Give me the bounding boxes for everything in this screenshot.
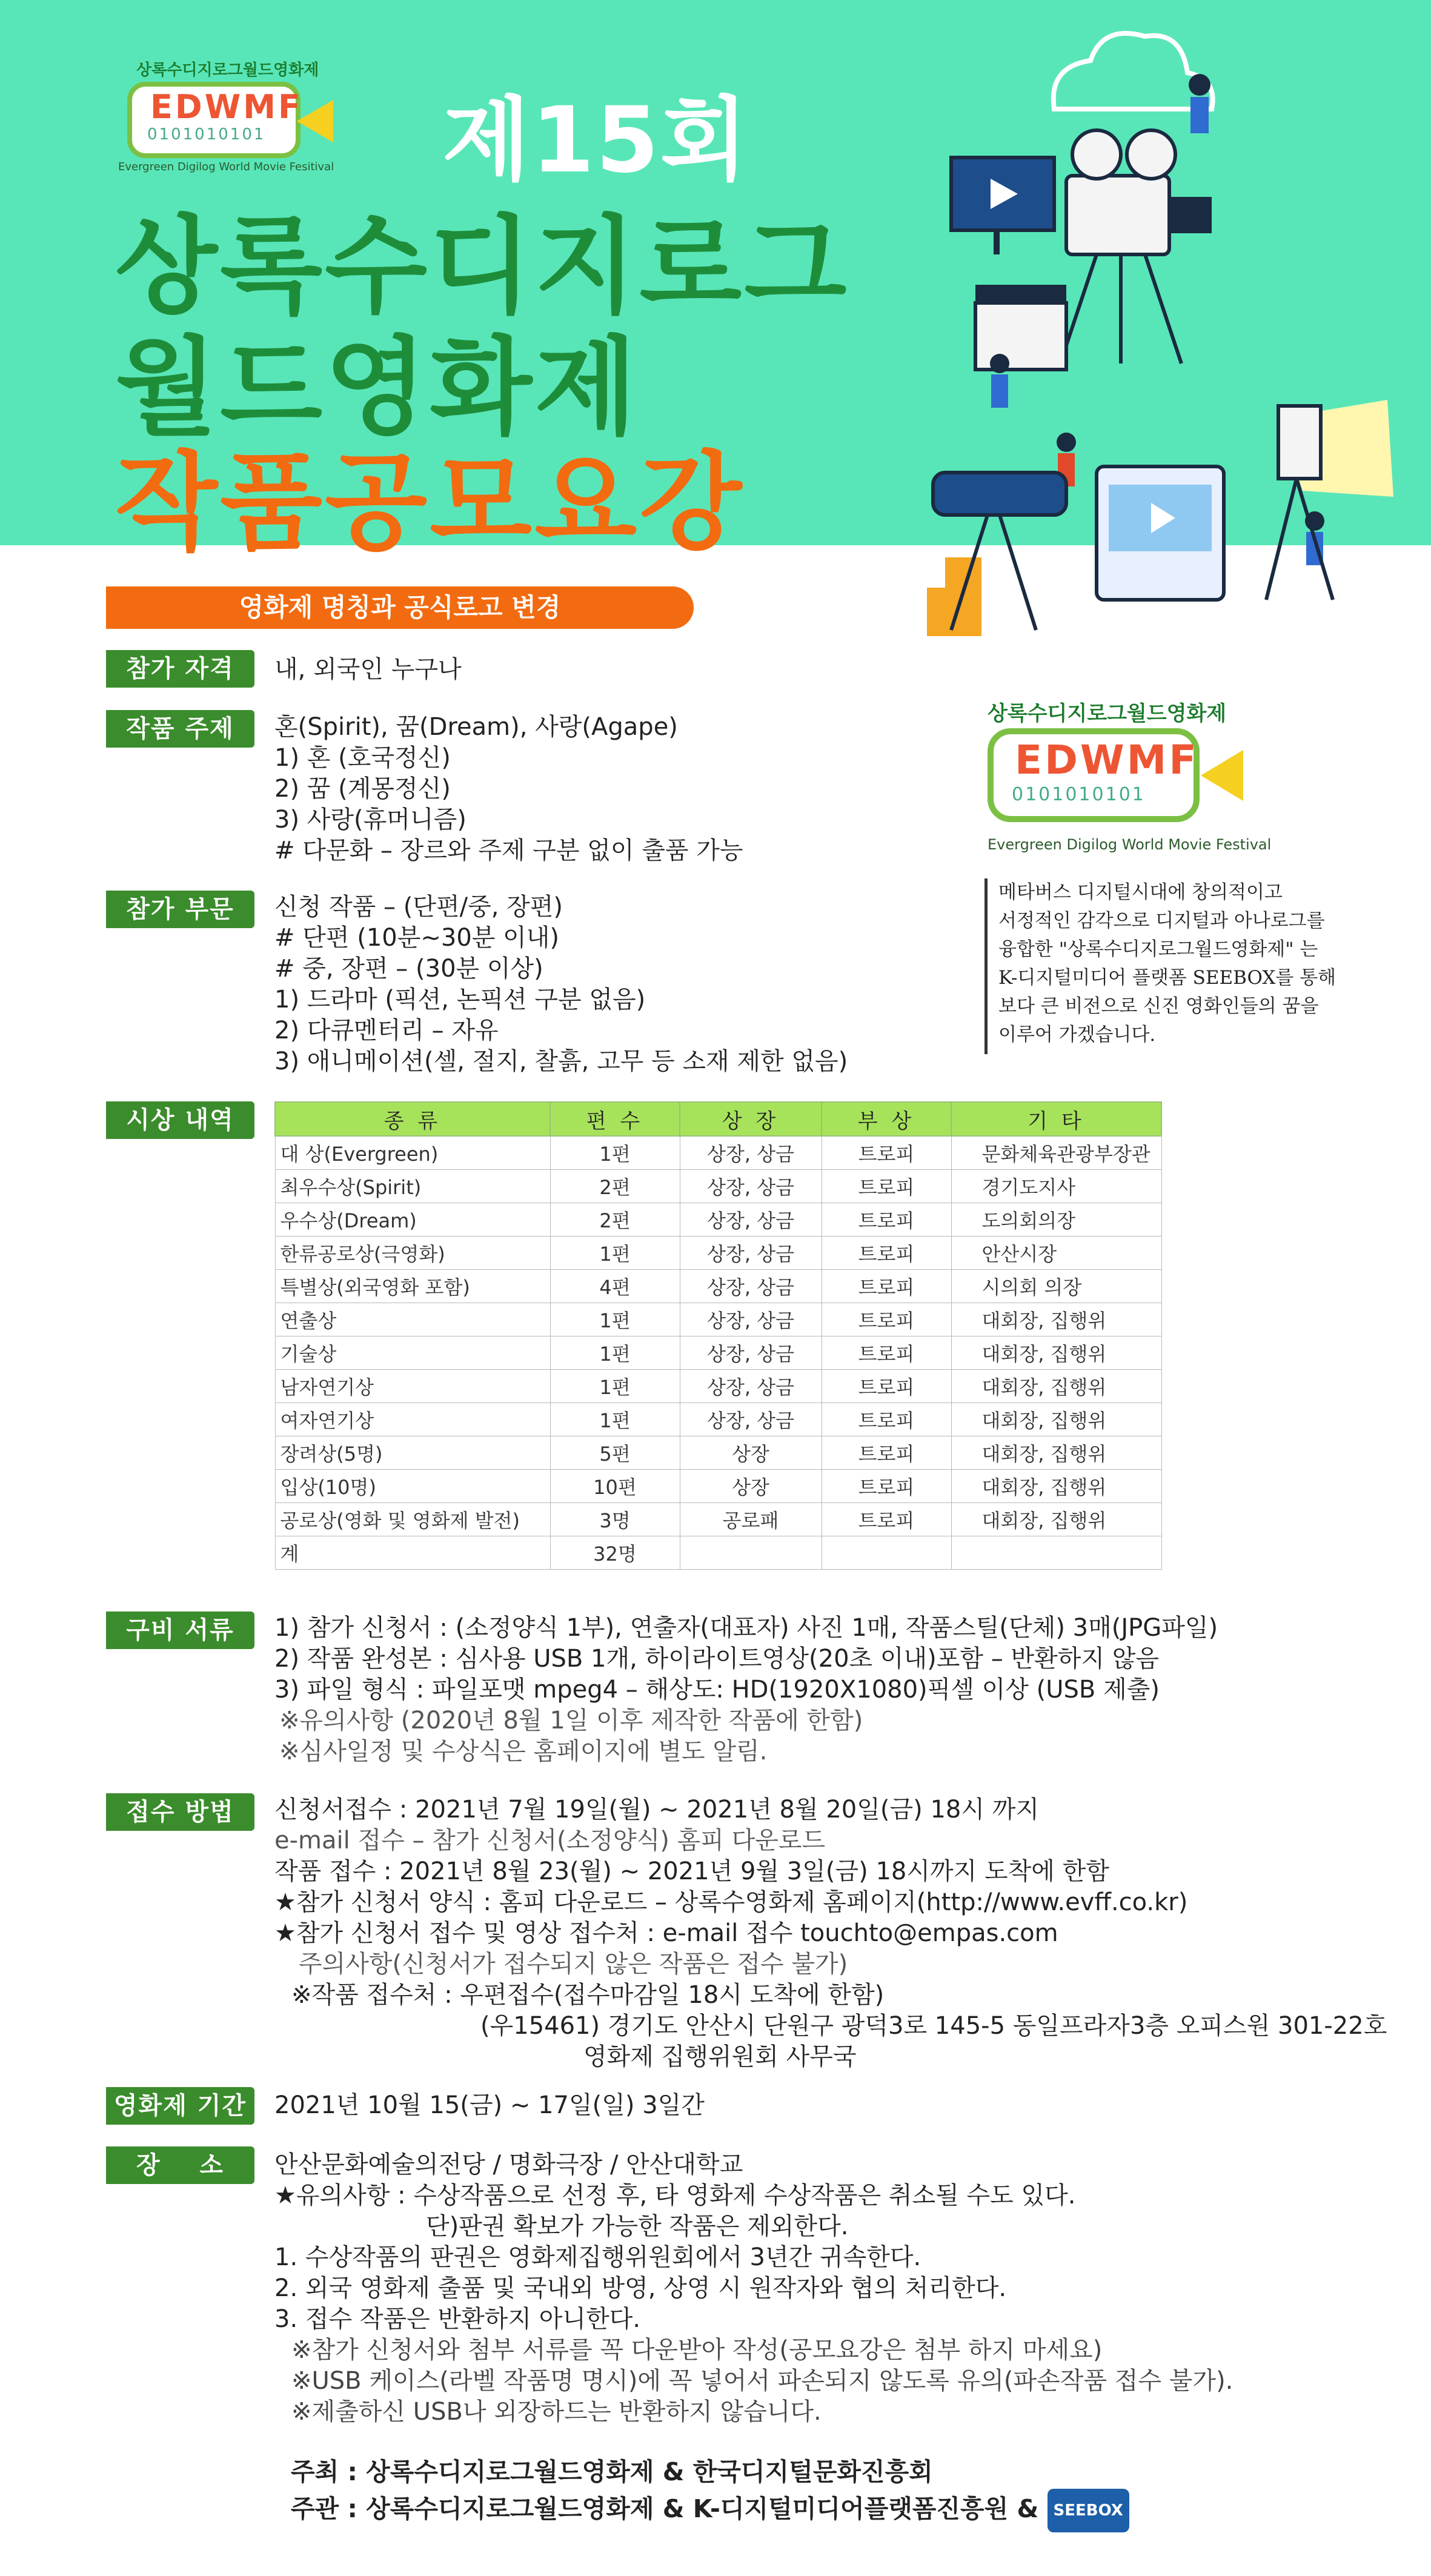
award-etc-cell: 도의회의장 [951, 1203, 1161, 1237]
award-prize-cell: 트로피 [822, 1336, 951, 1370]
award-count-cell: 1편 [550, 1136, 680, 1170]
table-row [275, 1503, 1161, 1536]
venue-line: 1. 수상작품의 판권은 영화제집행위원회에서 3년간 귀속한다. [274, 2243, 921, 2271]
main-title-line2: 월드영화제 [115, 327, 640, 450]
footer-host: 주최 : 상록수디지로그월드영화제 & 한국디지털문화진흥회 [291, 2457, 933, 2486]
venue-line: 단)판권 확보가 가능한 작품은 제외한다. [426, 2213, 849, 2240]
monitor-icon [951, 158, 1054, 254]
award-type-cell: 장려상(5명) [275, 1436, 550, 1470]
award-certificate-cell: 상장 [680, 1436, 822, 1470]
award-etc-cell [951, 1536, 1161, 1570]
award-type-cell: 최우수상(Spirit) [275, 1170, 550, 1203]
footer-organizer: 주관 : 상록수디지로그월드영화제 & K-디지털미디어플랫폼진흥원 & [291, 2494, 1039, 2523]
eligibility-text [274, 654, 462, 685]
venue-line: 2. 외국 영화제 출품 및 국내외 방영, 상영 시 원작자와 협의 처리한다. [274, 2274, 1007, 2302]
award-prize-cell: 트로피 [822, 1237, 951, 1270]
submission-line: 영화제 집행위원회 사무국 [583, 2043, 857, 2071]
award-certificate-cell: 상장, 상금 [680, 1237, 822, 1270]
spotlight-icon [1266, 400, 1393, 600]
main-title-line3: 작품공모요강 [115, 442, 745, 565]
award-prize-cell: 트로피 [822, 1203, 951, 1237]
documents-note: ※유의사항 (2020년 8월 1일 이후 제작한 작품에 한함) [279, 1707, 863, 1734]
theme-line: 2) 꿈 (계몽정신) [274, 775, 451, 803]
table-row [275, 1336, 1161, 1370]
award-etc-cell: 대회장, 집행위 [951, 1470, 1161, 1503]
label-documents: 구비 서류 [106, 1612, 254, 1649]
description-line: 서정적인 감각으로 디지털과 아나로그를 [998, 910, 1325, 932]
award-type-cell: 여자연기상 [275, 1403, 550, 1436]
award-type-cell: 한류공로상(극영화) [275, 1237, 550, 1270]
award-prize-cell: 트로피 [822, 1436, 951, 1470]
award-prize-cell: 트로피 [822, 1370, 951, 1403]
award-certificate-cell: 상장, 상금 [680, 1336, 822, 1370]
award-type-cell: 공로상(영화 및 영화제 발전) [275, 1503, 550, 1536]
award-type-cell: 계 [275, 1536, 550, 1570]
header-etc: 기 타 [951, 1102, 1161, 1136]
venue-line: ★유의사항 : 수상작품으로 선정 후, 타 영화제 수상작품은 취소될 수도 있다. [274, 2182, 1076, 2209]
award-count-cell: 10편 [550, 1470, 680, 1503]
venue-line: ※참가 신청서와 첨부 서류를 꼭 다운받아 작성(공모요강은 첨부 하지 마세요) [291, 2336, 1103, 2364]
award-etc-cell: 대회장, 집행위 [951, 1336, 1161, 1370]
submission-line: 주의사항(신청서가 접수되지 않은 작품은 접수 불가) [299, 1950, 848, 1978]
documents-line: 2) 작품 완성본 : 심사용 USB 1개, 하이라이트영상(20초 이내)포함 – 반환하지 않음 [274, 1645, 1160, 1673]
award-certificate-cell: 상장, 상금 [680, 1170, 822, 1203]
label-period: 영화제 기간 [106, 2087, 254, 2125]
award-certificate-cell: 상장, 상금 [680, 1136, 822, 1170]
award-count-cell: 4편 [550, 1270, 680, 1303]
header-type: 종 류 [275, 1102, 550, 1136]
venue-line: ※제출하신 USB나 외장하드는 반환하지 않습니다. [291, 2398, 822, 2426]
table-row [275, 1536, 1161, 1570]
submission-line: ★참가 신청서 양식 : 홈피 다운로드 – 상록수영화제 홈페이지(http://www.evff.co.kr) [274, 1888, 1188, 1916]
description-line: 이루어 가겠습니다. [998, 1024, 1156, 1046]
award-certificate-cell: 상장, 상금 [680, 1303, 822, 1336]
table-row [275, 1270, 1161, 1303]
award-etc-cell: 대회장, 집행위 [951, 1370, 1161, 1403]
award-count-cell: 1편 [550, 1336, 680, 1370]
camera-lens-icon [297, 100, 333, 142]
submission-line: 신청서접수 : 2021년 7월 19일(월) ~ 2021년 8월 20일(금) 18시 까지 [274, 1796, 1039, 1824]
documents-line: 1) 참가 신청서 : (소정양식 1부), 연출자(대표자) 사진 1매, 작품스틸(단체) 3매(JPG파일) [274, 1614, 1218, 1642]
table-row [275, 1303, 1161, 1336]
award-etc-cell: 대회장, 집행위 [951, 1403, 1161, 1436]
submission-line: (우15461) 경기도 안산시 단원구 광덕3로 145-5 동일프라자3층 오피스원 301-22호 [480, 2012, 1387, 2040]
venue-line: 3. 접수 작품은 반환하지 아니한다. [274, 2305, 641, 2333]
table-row [275, 1470, 1161, 1503]
header-certificate: 상 장 [680, 1102, 822, 1136]
award-prize-cell: 트로피 [822, 1136, 951, 1170]
award-type-cell: 남자연기상 [275, 1370, 550, 1403]
theme-line: 3) 사랑(휴머니즘) [274, 806, 466, 834]
documents-text [274, 1613, 1218, 1767]
description-line: 보다 큰 비전으로 신진 영화인들의 꿈을 [998, 995, 1319, 1017]
award-count-cell: 1편 [550, 1370, 680, 1403]
logo-mark-text: EDWMF [150, 88, 303, 126]
side-logo-digits: 0101010101 [1012, 784, 1146, 805]
camera-lens-icon [1201, 750, 1243, 801]
main-title-line1: 상록수디지로그 [115, 205, 849, 328]
submission-line: ※작품 접수처 : 우편접수(접수마감일 18시 도착에 한함) [291, 1981, 885, 2009]
award-certificate-cell: 상장 [680, 1470, 822, 1503]
label-theme: 작품 주제 [106, 710, 254, 748]
table-row [275, 1237, 1161, 1270]
submission-text [274, 1794, 1387, 2073]
side-logo-mark [988, 728, 1200, 822]
award-etc-cell: 시의회 의장 [951, 1270, 1161, 1303]
award-count-cell: 3명 [550, 1503, 680, 1536]
award-count-cell: 2편 [550, 1203, 680, 1237]
table-row [275, 1370, 1161, 1403]
award-certificate-cell: 상장, 상금 [680, 1403, 822, 1436]
award-etc-cell: 대회장, 집행위 [951, 1436, 1161, 1470]
award-prize-cell [822, 1536, 951, 1570]
award-prize-cell: 트로피 [822, 1303, 951, 1336]
screen-icon [1097, 466, 1224, 600]
award-certificate-cell [680, 1536, 822, 1570]
table-row [275, 1203, 1161, 1237]
label-submission: 접수 방법 [106, 1793, 254, 1831]
logo-title: 상록수디지로그월드영화제 [136, 61, 319, 79]
label-awards: 시상 내역 [106, 1101, 254, 1139]
festival-description [984, 878, 1360, 1054]
header-count: 편 수 [550, 1102, 680, 1136]
camera-icon [1060, 130, 1212, 363]
awards-table [274, 1101, 1162, 1570]
awards-header-row [275, 1102, 1161, 1136]
header-prize: 부 상 [822, 1102, 951, 1136]
award-type-cell: 기술상 [275, 1336, 550, 1370]
submission-line: ★참가 신청서 접수 및 영상 접수처 : e-mail 접수 touchto@empas.com [274, 1919, 1058, 1947]
categories-line: 신청 작품 – (단편/중, 장편) [274, 893, 563, 921]
period-line: 2021년 10월 15(금) ~ 17일(일) 3일간 [274, 2091, 705, 2119]
description-line: 메타버스 디지털시대에 창의적이고 [998, 881, 1283, 903]
footer [291, 2455, 1129, 2532]
award-etc-cell: 대회장, 집행위 [951, 1503, 1161, 1536]
award-type-cell: 특별상(외국영화 포함) [275, 1270, 550, 1303]
description-line: K-디지털미디어 플랫폼 SEEBOX를 통해 [998, 967, 1336, 989]
award-count-cell: 5편 [550, 1436, 680, 1470]
seebox-logo: SEEBOX [1048, 2489, 1129, 2532]
categories-text [274, 892, 848, 1077]
award-type-cell: 대 상(Evergreen) [275, 1136, 550, 1170]
award-prize-cell: 트로피 [822, 1470, 951, 1503]
festival-logo-side [988, 697, 1303, 866]
period-text [274, 2090, 705, 2121]
submission-line: 작품 접수 : 2021년 8월 23(월) ~ 2021년 9월 3일(금) 18시까지 도착에 한함 [274, 1857, 1109, 1885]
eligibility-line: 내, 외국인 누구나 [274, 656, 462, 683]
awards-body [275, 1136, 1161, 1570]
logo-digits: 0101010101 [147, 125, 266, 144]
footer-organizer-row [291, 2489, 1129, 2532]
theme-line: # 다문화 – 장르와 주제 구분 없이 출품 가능 [274, 837, 743, 865]
theme-line: 1) 혼 (호국정신) [274, 744, 451, 772]
award-etc-cell: 문화체육관광부장관 [951, 1136, 1161, 1170]
categories-line: 3) 애니메이션(셀, 절지, 찰흙, 고무 등 소재 제한 없음) [274, 1047, 848, 1075]
documents-line: 3) 파일 형식 : 파일포맷 mpeg4 – 해상도: HD(1920X1080)픽셀 이상 (USB 제출) [274, 1676, 1160, 1704]
logo-mark [127, 82, 303, 158]
categories-line: 1) 드라마 (픽션, 논픽션 구분 없음) [274, 986, 646, 1014]
edition-title: 제15회 [442, 88, 749, 193]
label-venue: 장 소 [106, 2146, 254, 2184]
award-certificate-cell: 상장, 상금 [680, 1270, 822, 1303]
categories-line: # 중, 장편 – (30분 이상) [274, 955, 543, 983]
award-type-cell: 우수상(Dream) [275, 1203, 550, 1237]
award-prize-cell: 트로피 [822, 1503, 951, 1536]
award-certificate-cell: 상장, 상금 [680, 1203, 822, 1237]
award-type-cell: 연출상 [275, 1303, 550, 1336]
award-count-cell: 1편 [550, 1403, 680, 1436]
clapperboard-icon [975, 285, 1066, 370]
award-certificate-cell: 공로패 [680, 1503, 822, 1536]
table-row [275, 1403, 1161, 1436]
festival-logo-top [118, 58, 360, 179]
award-etc-cell: 대회장, 집행위 [951, 1303, 1161, 1336]
documents-note: ※심사일정 및 수상식은 홈페이지에 별도 알림. [279, 1738, 768, 1765]
award-etc-cell: 안산시장 [951, 1237, 1161, 1270]
side-logo-subtitle: Evergreen Digilog World Movie Festival [988, 836, 1272, 853]
award-count-cell: 32명 [550, 1536, 680, 1570]
award-count-cell: 1편 [550, 1237, 680, 1270]
cloud-icon [1054, 33, 1213, 109]
table-row [275, 1170, 1161, 1203]
venue-line: ※USB 케이스(라벨 작품명 명시)에 꼭 넣어서 파손되지 않도록 유의(파손작품 접수 불가). [291, 2367, 1233, 2395]
award-count-cell: 1편 [550, 1303, 680, 1336]
award-etc-cell: 경기도지사 [951, 1170, 1161, 1203]
submission-line: e-mail 접수 – 참가 신청서(소정양식) 홈피 다운로드 [274, 1827, 826, 1854]
side-logo-mark-text: EDWMF [1015, 737, 1199, 783]
theme-line: 혼(Spirit), 꿈(Dream), 사랑(Agape) [274, 713, 678, 741]
categories-line: # 단편 (10분~30분 이내) [274, 924, 560, 952]
side-logo-title: 상록수디지로그월드영화제 [988, 702, 1227, 726]
award-type-cell: 입상(10명) [275, 1470, 550, 1503]
award-prize-cell: 트로피 [822, 1270, 951, 1303]
award-prize-cell: 트로피 [822, 1403, 951, 1436]
film-production-illustration [915, 24, 1412, 654]
logo-subtitle: Evergreen Digilog World Movie Fesitival [118, 161, 334, 173]
table-row [275, 1136, 1161, 1170]
notice-bar: 영화제 명칭과 공식로고 변경 [106, 586, 694, 629]
theme-text [274, 712, 743, 866]
award-count-cell: 2편 [550, 1170, 680, 1203]
venue-line: 안산문화예술의전당 / 명화극장 / 안산대학교 [274, 2151, 743, 2179]
label-eligibility: 참가 자격 [106, 650, 254, 688]
label-categories: 참가 부문 [106, 891, 254, 928]
description-line: 융합한 "상록수디지로그월드영화제" 는 [998, 938, 1318, 960]
venue-text [274, 2149, 1233, 2428]
table-row [275, 1436, 1161, 1470]
categories-line: 2) 다큐멘터리 – 자유 [274, 1017, 499, 1044]
award-prize-cell: 트로피 [822, 1170, 951, 1203]
award-certificate-cell: 상장, 상금 [680, 1370, 822, 1403]
